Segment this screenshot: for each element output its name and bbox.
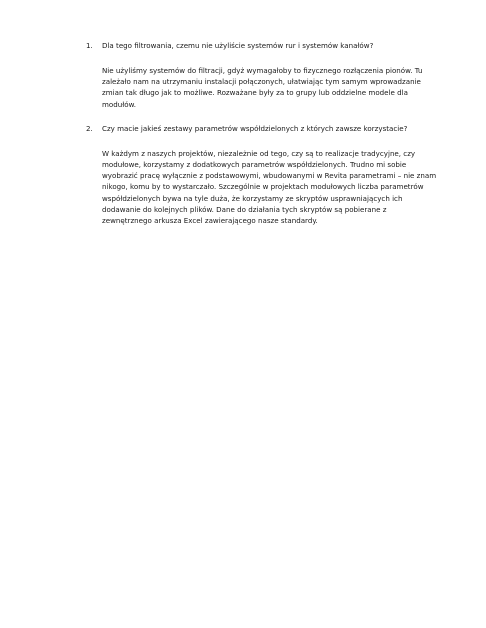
- question-number-1: 1.: [86, 41, 93, 50]
- question-text-1: Dla tego filtrowania, czemu nie użyliście systemów rur i systemów kanałów?: [102, 41, 374, 50]
- answer-1-line-1: Nie użyliśmy systemów do filtracji, gdyż wymagałoby to fizycznego rozłączenia pionów. Tu: [102, 66, 423, 75]
- answer-1-line-3: zmian tak długo jak to możliwe. Rozważane były za to grupy lub oddzielne modele dla: [102, 88, 408, 98]
- question-2: [84, 124, 406, 134]
- answer-2-line-1: W każdym z naszych projektów, niezależnie od tego, czy są to realizacje tradycyjne, czy: [102, 148, 416, 158]
- answer-2-line-2: modułowe, korzystamy z dodatkowych parametrów współdzielonych. Trudno mi sobie: [102, 160, 407, 170]
- answer-2: [84, 148, 437, 226]
- answer-1-line-4: modułów.: [102, 99, 137, 109]
- question-1: [84, 41, 406, 51]
- answer-2-line-6: dodawanie do kolejnych plików. Dane do działania tych skryptów są pobierane z: [102, 204, 387, 214]
- answer-2-line-5: współdzielonych bywa na tyle duża, że korzystamy ze skryptów usprawniających ich: [102, 193, 403, 203]
- answer-2-line-7: zewnętrznego arkusza Excel zawierającego nasze standardy.: [102, 216, 318, 226]
- answer-2-line-3: wyobrazić pracę wyłącznie z podstawowymi, wbudowanymi w Revita parametrami – nie znam: [102, 171, 437, 181]
- question-text-2: Czy macie jakieś zestawy parametrów współdzielonych z których zawsze korzystacie?: [102, 123, 408, 133]
- question-number-2: 2.: [86, 123, 93, 133]
- document-content: [84, 41, 437, 240]
- answer-1: [84, 65, 423, 110]
- qa-item-1: [84, 41, 423, 110]
- answer-1-line-2: zależało nam na utrzymaniu instalacji połączonych, ułatwiając tym samym wprowadzanie: [102, 77, 421, 87]
- qa-item-2: [84, 123, 437, 226]
- answer-2-line-4: nikogo, komu by to wystarczało. Szczególnie w projektach modułowych liczba parametrów: [102, 182, 424, 192]
